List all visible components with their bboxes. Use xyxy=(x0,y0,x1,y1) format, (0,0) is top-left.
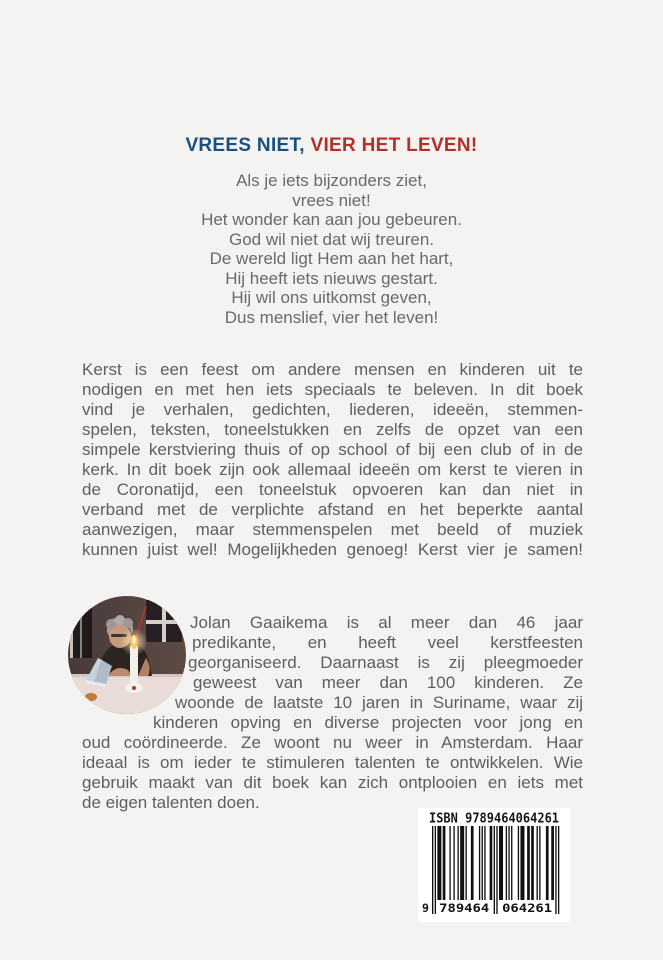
title-part-blue: VREES NIET, xyxy=(185,135,305,156)
text-line: oud coördineerde. Ze woont nu weer in Amsterdam. Haar xyxy=(82,733,583,752)
text-line: kerk. In dit boek zijn ook allemaal ideeën om kerst te vieren in xyxy=(82,460,583,479)
text-line: georganiseerd. Daarnaast is zij pleegmoeder xyxy=(188,653,583,672)
text-line: aanwezigen, maar stemmenspelen met beeld of muziek xyxy=(82,520,583,539)
book-title xyxy=(0,135,663,157)
text-line: vrees niet! xyxy=(292,190,371,210)
text-line: vind je verhalen, gedichten, liederen, ideeën, stemmen- xyxy=(82,400,583,419)
text-line: spelen, teksten, toneelstukken en zelfs de opzet van een xyxy=(82,420,583,439)
text-line: nodigen en met hen iets speciaals te beleven. In dit boek xyxy=(82,380,583,399)
text-line: de eigen talenten doen. xyxy=(82,793,260,812)
svg-text:789464: 789464 xyxy=(439,901,490,915)
text-line: geweest van meer dan 100 kinderen. Ze xyxy=(193,673,583,692)
text-line: woonde de laatste 10 jaren in Suriname, waar zij xyxy=(175,693,583,712)
text-line: gebruik maakt van dit boek kan zich ontplooien en iets met xyxy=(82,773,583,792)
text-line: Hij wil ons uitkomst geven, xyxy=(231,288,432,307)
text-line: Dus menslief, vier het leven! xyxy=(224,307,439,327)
author-bio xyxy=(82,613,583,813)
text-line: ideaal is om ieder te stimuleren talenten te ontwikkelen. Wie xyxy=(82,753,583,772)
text-line: De wereld ligt Hem aan het hart, xyxy=(209,249,454,268)
text-line: Het wonder kan aan jou gebeuren. xyxy=(201,210,462,229)
description-paragraph xyxy=(82,360,583,560)
text-line: Als je iets bijzonders ziet, xyxy=(236,171,427,190)
text-line: de Coronatijd, een toneelstuk opvoeren kan dan niet in xyxy=(82,480,583,499)
text-line: simpele kerstviering thuis of op school of bij een club of in de xyxy=(82,440,583,459)
text-line: Kerst is een feest om andere mensen en kinderen uit te xyxy=(82,360,583,379)
svg-text:064261: 064261 xyxy=(502,901,553,915)
text-line: Jolan Gaaikema is al meer dan 46 jaar xyxy=(190,613,583,632)
text-line: predikante, en heeft veel kerstfeesten xyxy=(192,633,583,652)
svg-text:9: 9 xyxy=(422,901,429,915)
barcode-bars xyxy=(420,826,568,918)
title-part-red: VIER HET LEVEN! xyxy=(304,135,478,156)
text-line: God wil niet dat wij treuren. xyxy=(228,229,435,249)
isbn-label: ISBN 9789464064261 xyxy=(428,810,560,826)
text-line: kunnen juist wel! Mogelijkheden genoeg! Kerst vier je samen! xyxy=(82,540,583,559)
text-line: verband met de verplichte afstand en het beperkte aantal xyxy=(82,500,583,519)
poem xyxy=(0,171,663,327)
text-line: Hij heeft iets nieuws gestart. xyxy=(225,268,438,288)
text-line: kinderen opving en diverse projecten voor jong en xyxy=(153,713,583,732)
isbn-barcode xyxy=(418,808,570,922)
